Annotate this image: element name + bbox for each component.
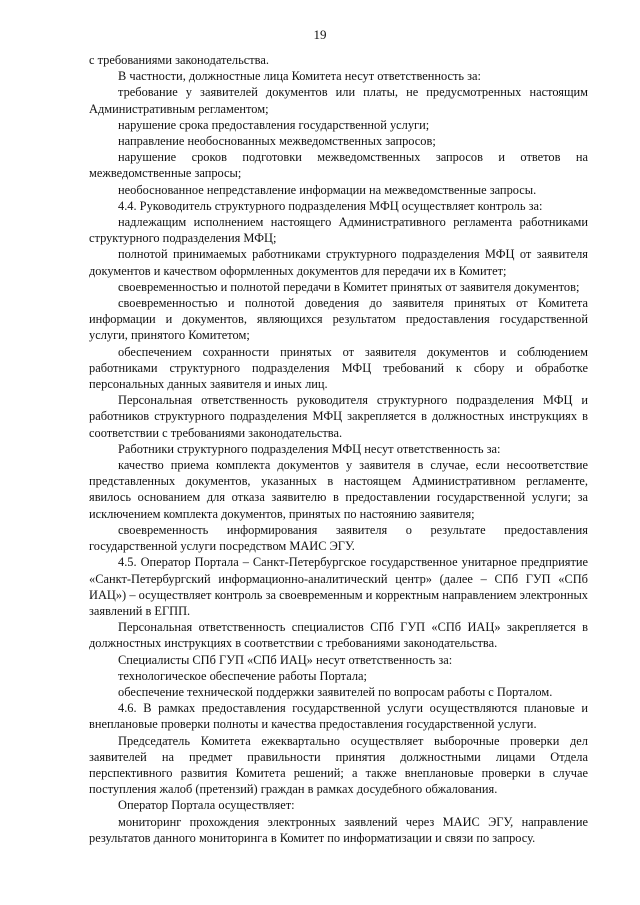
paragraph: 4.4. Руководитель структурного подразделения МФЦ осуществляет контроль за: (118, 198, 543, 213)
paragraph: технологическое обеспечение работы Портала; (118, 668, 367, 683)
paragraph: своевременностью и полнотой передачи в Комитет принятых от заявителя документов; (118, 279, 580, 294)
paragraph: своевременностью и полнотой доведения до заявителя принятых от Комитета информации и документов, являющихся результатом предоставления государственной услуги, принятого Комитетом; (89, 296, 588, 343)
paragraph: с требованиями законодательства. (89, 53, 269, 67)
paragraph: 4.6. В рамках предоставления государственной услуги осуществляются плановые и внеплановые проверки полноты и качества предоставления государственной услуги. (89, 701, 588, 732)
paragraph: 4.5. Оператор Портала – Санкт-Петербургское государственное унитарное предприятие «Санкт-Петербургский информационно-аналитический центр» (далее – СПб ГУП «СПб ИАЦ») – осуществляет контроль за своевременным и корректным направлением электронных заявлений в ЕГПП. (89, 555, 588, 618)
paragraph: нарушение срока предоставления государственной услуги; (118, 117, 430, 132)
paragraph: обеспечение технической поддержки заявителей по вопросам работы с Порталом. (118, 684, 553, 699)
paragraph: Работники структурного подразделения МФЦ несут ответственность за: (118, 441, 501, 456)
paragraph: требование у заявителей документов или платы, не предусмотренных настоящим Административным регламентом; (89, 85, 588, 116)
page-number: 19 (313, 27, 327, 42)
paragraph: надлежащим исполнением настоящего Административного регламента работниками структурного подразделения МФЦ; (89, 215, 588, 246)
paragraph: Председатель Комитета ежеквартально осуществляет выборочные проверки дел заявителей на предмет правильности принятия должностными лицами Отдела перспективного развития Комитета решений; а также внеплановые проверки в случае поступления жалоб (претензий) граждан в рамках досудебного обжалования. (89, 733, 588, 797)
paragraph: Оператор Портала осуществляет: (118, 798, 295, 813)
paragraph: Персональная ответственность специалистов СПб ГУП «СПб ИАЦ» закрепляется в должностных инструкциях в соответствии с требованиями законодательства. (89, 620, 588, 651)
paragraph: направление необоснованных межведомственных запросов; (118, 134, 436, 149)
paragraph: Персональная ответственность руководителя структурного подразделения МФЦ и работников структурного подразделения МФЦ закрепляется в должностных инструкциях в соответствии с требованиями законодательства. (89, 393, 588, 440)
paragraph: качество приема комплекта документов у заявителя в случае, если несоответствие представленных документов, указанных в настоящем Административном регламенте, явилось основанием для отказа заявителю в предоставлении государственной услуги; за исключением комплекта документов, принятых по настоянию заявителя; (89, 458, 588, 521)
paragraph: нарушение сроков подготовки межведомственных запросов и ответов на межведомственные запросы; (89, 150, 588, 181)
paragraph: мониторинг прохождения электронных заявлений через МАИС ЭГУ, направление результатов данного мониторинга в Комитет по информатизации и связи по запросу. (89, 814, 588, 845)
paragraph: обеспечением сохранности принятых от заявителя документов и соблюдением работниками структурного подразделения МФЦ требований к сбору и обработке персональных данных заявителя и иных лиц. (89, 344, 588, 392)
paragraph: Специалисты СПб ГУП «СПб ИАЦ» несут ответственность за: (118, 652, 453, 667)
body-text (89, 52, 588, 846)
paragraph: полнотой принимаемых работниками структурного подразделения МФЦ от заявителя документов и качеством оформленных документов для передачи их в Комитет; (89, 247, 588, 278)
paragraph: своевременность информирования заявителя о результате предоставления государственной услуги посредством МАИС ЭГУ. (89, 522, 588, 554)
paragraph: необоснованное непредставление информации на межведомственные запросы. (118, 182, 537, 197)
paragraph: В частности, должностные лица Комитета несут ответственность за: (118, 69, 481, 84)
